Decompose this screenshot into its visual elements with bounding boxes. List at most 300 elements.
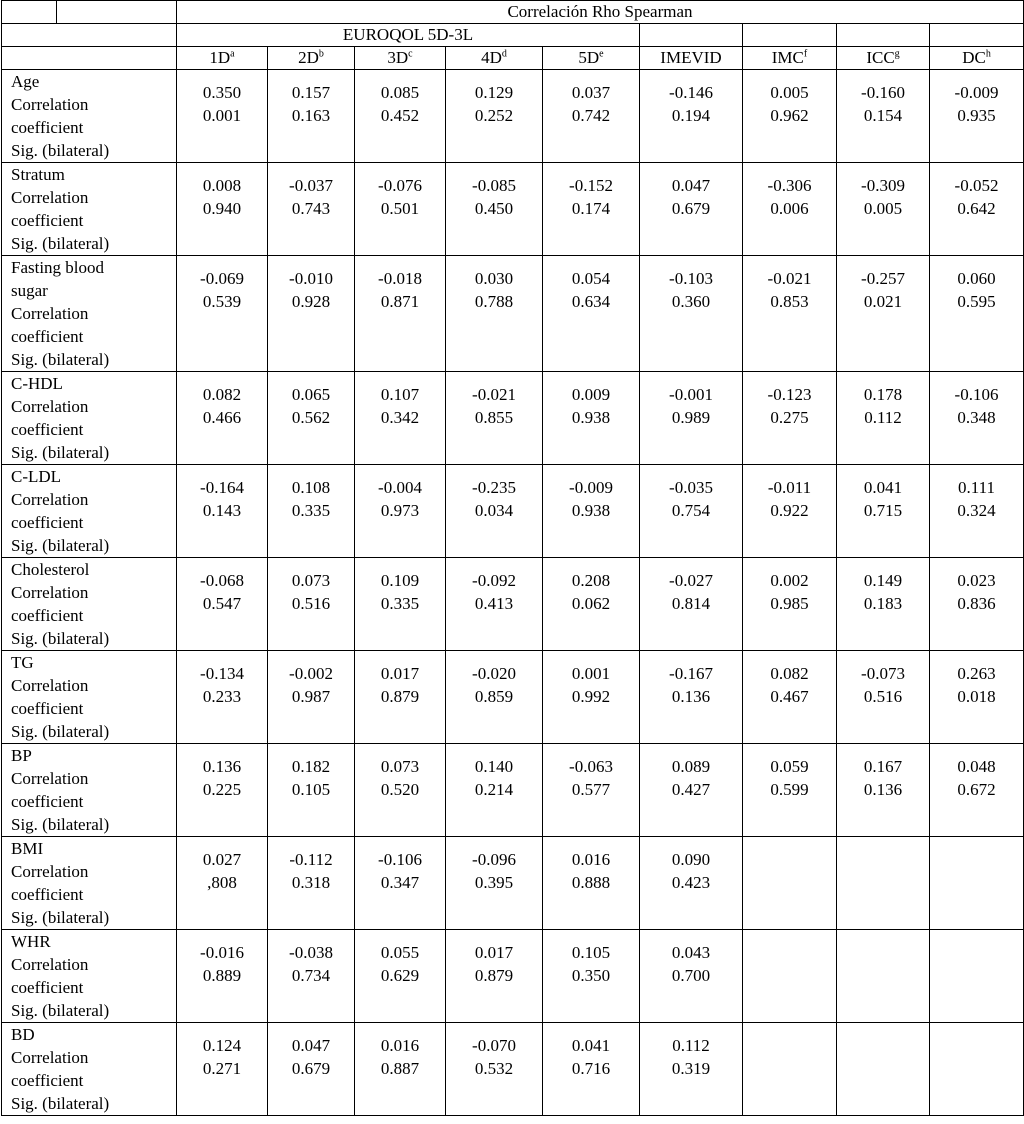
row-label	[2, 1023, 177, 1116]
row-label-line: Sig. (bilateral)	[11, 141, 110, 160]
table-row	[2, 744, 1024, 837]
value-cell	[177, 837, 268, 930]
value-cell	[268, 744, 355, 837]
correlation-value: -0.152	[569, 176, 613, 195]
correlation-value: 0.047	[671, 176, 711, 195]
value-cell	[355, 1023, 446, 1116]
correlation-value: 0.016	[380, 1036, 420, 1055]
significance-value: 0.595	[957, 292, 996, 311]
significance-value: 0.516	[863, 687, 903, 706]
row-label	[2, 558, 177, 651]
row-label-line: coefficient	[11, 606, 84, 625]
correlation-value: 0.037	[571, 83, 611, 102]
value-cell	[355, 372, 446, 465]
value-cell	[177, 70, 268, 163]
correlation-value: 0.129	[474, 83, 514, 102]
correlation-value: 0.030	[474, 269, 514, 288]
value-cell	[837, 651, 930, 744]
correlation-value: 0.001	[571, 664, 611, 683]
significance-value: ,808	[207, 873, 237, 892]
significance-value: 0.634	[571, 292, 611, 311]
correlation-value: 0.008	[202, 176, 242, 195]
correlation-value: 0.002	[770, 571, 809, 590]
value-cell	[268, 465, 355, 558]
column-header	[743, 47, 837, 70]
correlation-value: 0.085	[380, 83, 420, 102]
row-label-line: Sig. (bilateral)	[11, 629, 110, 648]
significance-value: 0.062	[571, 594, 611, 613]
significance-value: 0.938	[571, 408, 611, 427]
correlation-value: 0.073	[291, 571, 331, 590]
significance-value: 0.318	[291, 873, 331, 892]
significance-value: 0.888	[571, 873, 611, 892]
row-label-line: C-HDL	[11, 374, 63, 393]
significance-value: 0.021	[863, 292, 903, 311]
correlation-value: 0.182	[291, 757, 331, 776]
significance-value: 0.989	[671, 408, 711, 427]
value-cell	[930, 744, 1024, 837]
value-cell	[177, 744, 268, 837]
table-row	[2, 256, 1024, 372]
correlation-value: -0.096	[472, 850, 516, 869]
column-header	[446, 47, 543, 70]
table-row	[2, 163, 1024, 256]
significance-value: 0.467	[770, 687, 809, 706]
significance-value: 0.006	[770, 199, 809, 218]
value-cell	[743, 651, 837, 744]
significance-value: 0.348	[957, 408, 996, 427]
significance-value: 0.214	[474, 780, 514, 799]
group-header-blank	[2, 24, 177, 47]
correlation-value: -0.035	[669, 478, 713, 497]
value-cell	[543, 163, 640, 256]
correlation-value: -0.076	[378, 176, 422, 195]
row-label-line: Stratum	[11, 165, 65, 184]
row-label-line: Sig. (bilateral)	[11, 908, 110, 927]
significance-value: 0.452	[380, 106, 420, 125]
value-cell	[640, 163, 743, 256]
value-cell	[543, 558, 640, 651]
significance-value: 0.347	[380, 873, 420, 892]
row-label-line: Cholesterol	[11, 560, 90, 579]
correlation-value: 0.178	[863, 385, 903, 404]
significance-value: 0.940	[202, 199, 242, 218]
table-row	[2, 372, 1024, 465]
correlation-value: -0.004	[378, 478, 422, 497]
correlation-value: 0.041	[863, 478, 903, 497]
significance-value: 0.018	[957, 687, 996, 706]
significance-value: 0.136	[863, 780, 903, 799]
value-cell	[268, 70, 355, 163]
significance-value: 0.501	[380, 199, 420, 218]
value-cell	[543, 651, 640, 744]
significance-value: 0.742	[571, 106, 611, 125]
value-cell	[268, 651, 355, 744]
value-cell	[543, 465, 640, 558]
value-cell	[177, 372, 268, 465]
column-header-footnote: h	[985, 48, 991, 60]
significance-value: 0.174	[571, 199, 611, 218]
row-label-line: Sig. (bilateral)	[11, 1094, 110, 1113]
value-cell	[930, 651, 1024, 744]
correlation-value: -0.085	[472, 176, 516, 195]
correlation-value: 0.089	[671, 757, 711, 776]
correlation-value: -0.106	[378, 850, 422, 869]
significance-value: 0.001	[202, 106, 242, 125]
row-label-line: Correlation	[11, 188, 89, 207]
row-label-line: BMI	[11, 839, 44, 858]
row-label-line: Correlation	[11, 862, 89, 881]
row-label-line: coefficient	[11, 1071, 84, 1090]
value-cell	[446, 1023, 543, 1116]
significance-value: 0.225	[202, 780, 242, 799]
significance-value: 0.814	[671, 594, 711, 613]
correlation-value: -0.123	[767, 385, 812, 404]
significance-value: 0.788	[474, 292, 514, 311]
row-label-line: Correlation	[11, 304, 89, 323]
column-header-footnote: e	[599, 48, 604, 60]
row-label-line: Correlation	[11, 490, 89, 509]
significance-value: 0.715	[863, 501, 903, 520]
correlation-value: -0.037	[289, 176, 333, 195]
value-cell	[640, 930, 743, 1023]
row-label	[2, 372, 177, 465]
value-cell	[543, 256, 640, 372]
significance-value: 0.183	[863, 594, 903, 613]
correlation-value: -0.106	[954, 385, 999, 404]
significance-value: 0.987	[291, 687, 331, 706]
correlation-value: -0.103	[669, 269, 713, 288]
value-cell	[355, 837, 446, 930]
value-cell	[543, 70, 640, 163]
column-header	[640, 47, 743, 70]
significance-value: 0.679	[671, 199, 711, 218]
significance-value: 0.992	[571, 687, 611, 706]
correlation-value: 0.167	[863, 757, 903, 776]
row-label	[2, 930, 177, 1023]
value-cell	[837, 930, 930, 1023]
correlation-value: 0.060	[957, 269, 996, 288]
correlation-value: 0.105	[571, 943, 611, 962]
correlation-value: 0.157	[291, 83, 331, 102]
row-label	[2, 70, 177, 163]
value-cell	[743, 1023, 837, 1116]
row-label-line: sugar	[11, 281, 48, 300]
value-cell	[640, 1023, 743, 1116]
correlation-value: 0.082	[202, 385, 242, 404]
value-cell	[446, 558, 543, 651]
significance-value: 0.427	[671, 780, 711, 799]
significance-value: 0.734	[291, 966, 331, 985]
value-cell	[268, 1023, 355, 1116]
value-cell	[743, 930, 837, 1023]
correlation-value: 0.124	[202, 1036, 242, 1055]
value-cell	[543, 837, 640, 930]
row-label-line: Correlation	[11, 955, 89, 974]
value-cell	[446, 930, 543, 1023]
value-cell	[743, 744, 837, 837]
value-cell	[930, 465, 1024, 558]
value-cell	[930, 1023, 1024, 1116]
row-label-line: coefficient	[11, 420, 84, 439]
significance-value: 0.005	[863, 199, 903, 218]
value-cell	[268, 930, 355, 1023]
value-cell	[743, 837, 837, 930]
value-cell	[837, 837, 930, 930]
value-cell	[837, 558, 930, 651]
column-header-footnote: d	[501, 48, 507, 60]
correlation-value: 0.005	[770, 83, 809, 102]
correlation-value: -0.021	[472, 385, 516, 404]
table-row	[2, 465, 1024, 558]
value-cell	[640, 558, 743, 651]
significance-value: 0.136	[671, 687, 711, 706]
value-cell	[743, 256, 837, 372]
row-label	[2, 651, 177, 744]
value-cell	[640, 465, 743, 558]
significance-value: 0.423	[671, 873, 711, 892]
table-row	[2, 930, 1024, 1023]
group-header-row	[2, 24, 1024, 47]
value-cell	[177, 558, 268, 651]
column-header	[930, 47, 1024, 70]
column-header-label: ICC	[866, 48, 895, 67]
value-cell	[446, 651, 543, 744]
group-header-blank	[837, 24, 930, 47]
significance-value: 0.350	[571, 966, 611, 985]
significance-value: 0.335	[380, 594, 420, 613]
value-cell	[930, 256, 1024, 372]
value-cell	[837, 465, 930, 558]
significance-value: 0.233	[202, 687, 242, 706]
row-label-line: Sig. (bilateral)	[11, 443, 110, 462]
row-label-line: Sig. (bilateral)	[11, 815, 110, 834]
value-cell	[640, 372, 743, 465]
correlation-value: -0.068	[200, 571, 244, 590]
correlation-value: 0.048	[957, 757, 996, 776]
row-label-line: Correlation	[11, 1048, 89, 1067]
value-cell	[177, 256, 268, 372]
value-cell	[640, 256, 743, 372]
value-cell	[543, 372, 640, 465]
value-cell	[837, 1023, 930, 1116]
value-cell	[177, 651, 268, 744]
value-cell	[355, 744, 446, 837]
row-label-line: Correlation	[11, 583, 89, 602]
correlation-value: 0.047	[291, 1036, 331, 1055]
significance-value: 0.938	[571, 501, 611, 520]
group-header: EUROQOL 5D-3L	[177, 24, 640, 47]
significance-value: 0.962	[770, 106, 809, 125]
correlation-value: 0.054	[571, 269, 611, 288]
significance-value: 0.928	[291, 292, 331, 311]
correlation-value: -0.052	[954, 176, 999, 195]
table-row	[2, 558, 1024, 651]
significance-value: 0.271	[202, 1059, 242, 1078]
significance-value: 0.194	[671, 106, 711, 125]
value-cell	[543, 744, 640, 837]
correlation-value: -0.011	[767, 478, 812, 497]
row-label-line: Sig. (bilateral)	[11, 234, 110, 253]
significance-value: 0.516	[291, 594, 331, 613]
title-row	[2, 1, 1024, 24]
significance-value: 0.889	[202, 966, 242, 985]
group-header-blank	[640, 24, 743, 47]
correlation-value: 0.017	[380, 664, 420, 683]
correlation-value: 0.136	[202, 757, 242, 776]
correlation-value: -0.167	[669, 664, 713, 683]
significance-value: 0.859	[474, 687, 514, 706]
value-cell	[446, 837, 543, 930]
correlation-value: -0.112	[289, 850, 333, 869]
row-label	[2, 256, 177, 372]
significance-value: 0.154	[863, 106, 903, 125]
correlation-value: 0.109	[380, 571, 420, 590]
value-cell	[355, 651, 446, 744]
correlation-value: -0.020	[472, 664, 516, 683]
value-cell	[837, 744, 930, 837]
row-label-line: coefficient	[11, 885, 84, 904]
value-cell	[446, 256, 543, 372]
correlation-value: 0.108	[291, 478, 331, 497]
row-label-line: BD	[11, 1025, 35, 1044]
significance-value: 0.629	[380, 966, 420, 985]
correlation-value: -0.018	[378, 269, 422, 288]
significance-value: 0.879	[380, 687, 420, 706]
significance-value: 0.922	[770, 501, 809, 520]
table-row	[2, 70, 1024, 163]
significance-value: 0.324	[957, 501, 996, 520]
significance-value: 0.539	[202, 292, 242, 311]
correlation-value: 0.208	[571, 571, 611, 590]
significance-value: 0.395	[474, 873, 514, 892]
significance-value: 0.743	[291, 199, 331, 218]
correlation-value: -0.309	[861, 176, 905, 195]
column-header-label: IMEVID	[660, 48, 722, 67]
correlation-value: 0.041	[571, 1036, 611, 1055]
correlation-value: 0.016	[571, 850, 611, 869]
row-label-line: TG	[11, 653, 34, 672]
value-cell	[743, 70, 837, 163]
table-title: Correlación Rho Spearman	[177, 1, 1024, 24]
correlation-value: -0.073	[861, 664, 905, 683]
row-label-line: Correlation	[11, 95, 89, 114]
significance-value: 0.700	[671, 966, 711, 985]
correlation-value: 0.009	[571, 385, 611, 404]
value-cell	[268, 372, 355, 465]
significance-value: 0.112	[864, 408, 902, 427]
correlation-value: -0.016	[200, 943, 244, 962]
row-label	[2, 163, 177, 256]
correlation-value: -0.257	[861, 269, 905, 288]
value-cell	[268, 837, 355, 930]
correlation-value: -0.146	[669, 83, 713, 102]
row-label-line: coefficient	[11, 118, 84, 137]
significance-value: 0.413	[474, 594, 514, 613]
row-label	[2, 465, 177, 558]
value-cell	[177, 465, 268, 558]
correlation-value: 0.263	[957, 664, 996, 683]
value-cell	[837, 256, 930, 372]
row-label-line: Correlation	[11, 769, 89, 788]
value-cell	[177, 163, 268, 256]
value-cell	[743, 465, 837, 558]
column-header-label: 1D	[209, 48, 231, 67]
correlation-value: 0.149	[863, 571, 903, 590]
correlation-value: 0.065	[291, 385, 331, 404]
correlation-value: -0.092	[472, 571, 516, 590]
correlation-value: 0.111	[958, 478, 995, 497]
value-cell	[837, 372, 930, 465]
row-label-line: coefficient	[11, 327, 84, 346]
value-cell	[355, 930, 446, 1023]
significance-value: 0.547	[202, 594, 242, 613]
significance-value: 0.450	[474, 199, 514, 218]
correlation-value: 0.073	[380, 757, 420, 776]
column-header-footnote: a	[230, 48, 235, 60]
correlation-value: 0.043	[671, 943, 711, 962]
column-header	[177, 47, 268, 70]
correlation-value: 0.023	[957, 571, 996, 590]
row-label-line: Age	[11, 72, 40, 91]
column-header-label: 4D	[481, 48, 502, 67]
value-cell	[355, 465, 446, 558]
value-cell	[355, 163, 446, 256]
column-header	[268, 47, 355, 70]
table-row	[2, 651, 1024, 744]
significance-value: 0.679	[291, 1059, 331, 1078]
value-cell	[743, 163, 837, 256]
significance-value: 0.143	[202, 501, 242, 520]
value-cell	[743, 558, 837, 651]
value-cell	[930, 558, 1024, 651]
correlation-value: -0.070	[472, 1036, 516, 1055]
column-header-footnote: b	[318, 48, 324, 60]
correlation-value: -0.134	[200, 664, 244, 683]
value-cell	[930, 70, 1024, 163]
significance-value: 0.252	[474, 106, 514, 125]
significance-value: 0.836	[957, 594, 996, 613]
significance-value: 0.985	[770, 594, 809, 613]
value-cell	[640, 744, 743, 837]
correlation-value: -0.038	[289, 943, 333, 962]
correlation-value: 0.059	[770, 757, 809, 776]
significance-value: 0.319	[671, 1059, 711, 1078]
value-cell	[837, 70, 930, 163]
correlation-value: -0.069	[200, 269, 244, 288]
correlation-value: 0.017	[474, 943, 514, 962]
significance-value: 0.163	[291, 106, 331, 125]
value-cell	[446, 372, 543, 465]
row-label-line: coefficient	[11, 211, 84, 230]
column-header-label: 5D	[578, 48, 600, 67]
column-header-label: IMC	[771, 48, 804, 67]
column-header	[837, 47, 930, 70]
value-cell	[177, 1023, 268, 1116]
significance-value: 0.672	[957, 780, 996, 799]
value-cell	[268, 163, 355, 256]
column-header-label: 2D	[298, 48, 319, 67]
column-header-footnote: g	[894, 48, 900, 60]
significance-value: 0.887	[380, 1059, 420, 1078]
significance-value: 0.466	[202, 408, 242, 427]
correlation-value: 0.055	[380, 943, 420, 962]
value-cell	[743, 372, 837, 465]
correlation-value: 0.140	[474, 757, 514, 776]
correlation-value: 0.027	[202, 850, 242, 869]
value-cell	[268, 256, 355, 372]
correlation-value: 0.112	[672, 1036, 710, 1055]
